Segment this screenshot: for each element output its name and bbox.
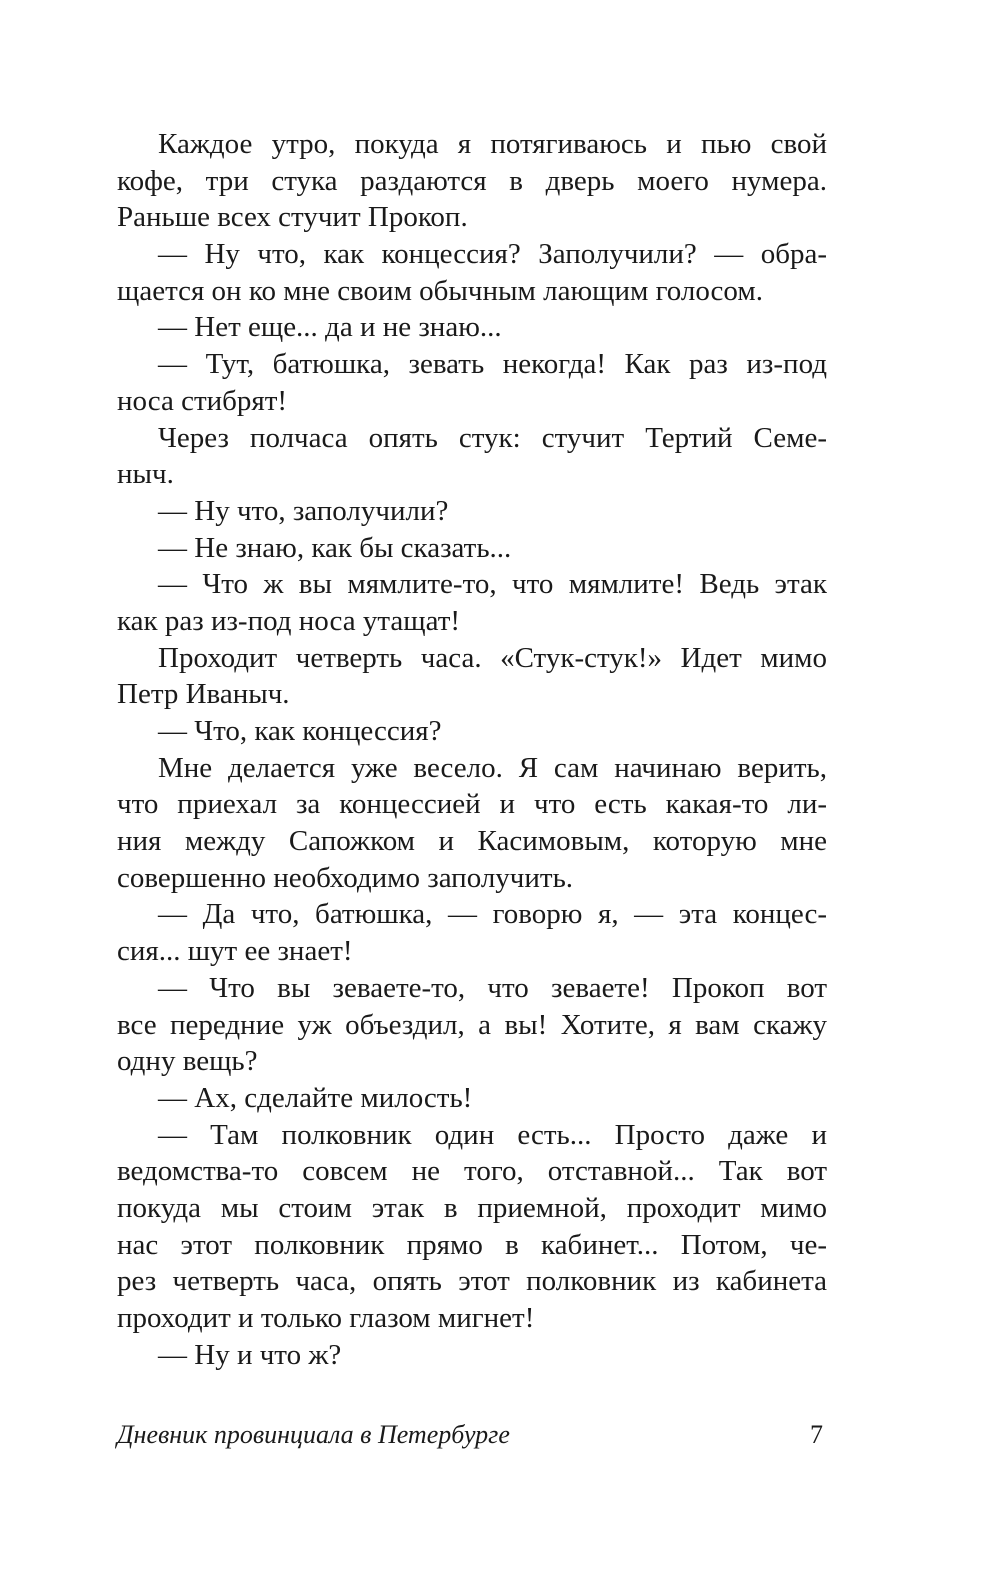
text-line: — Нет еще... да и не знаю... (158, 311, 502, 344)
text-line: ныч. (117, 458, 174, 491)
text-line: носа стибрят! (117, 384, 288, 417)
text-line: щается он ко мне своим обычным лающим голосом. (117, 274, 763, 307)
text-line: нас этот полковник прямо в кабинет... Потом, че- (117, 1228, 827, 1261)
text-line: Каждое утро, покуда я потягиваюсь и пью свой (158, 128, 827, 160)
text-line: ния между Сапожком и Касимовым, которую мне (117, 825, 827, 858)
text-line: все передние уж объездил, а вы! Хотите, я вам скажу (117, 1008, 827, 1041)
text-line: Раньше всех стучит Прокоп. (117, 201, 468, 234)
text-line: — Ну и что ж? (158, 1338, 342, 1371)
text-line: — Да что, батюшка, — говорю я, — эта концес- (158, 898, 827, 931)
text-line: Проходит четверть часа. «Стук-стук!» Идет мимо (158, 641, 827, 674)
text-line: рез четверть часа, опять этот полковник из кабинета (117, 1265, 827, 1298)
text-line: — Тут, батюшка, зевать некогда! Как раз из-под (158, 348, 827, 381)
text-line: Петр Иваныч. (117, 678, 290, 711)
text-line: ведомства-то совсем не того, отставной... Так вот (117, 1155, 827, 1188)
text-line: — Не знаю, как бы сказать... (158, 531, 512, 564)
text-line: покуда мы стоим этак в приемной, проходит мимо (117, 1191, 827, 1224)
text-line: — Ну что, как концессия? Заполучили? — обра- (158, 238, 827, 271)
text-line: — Что ж вы мямлите-то, что мямлите! Ведь этак (158, 568, 827, 601)
page-footer (117, 1418, 827, 1452)
page-number: 7 (810, 1420, 823, 1449)
text-line: — Что вы зеваете-то, что зеваете! Прокоп вот (158, 971, 827, 1004)
text-line: совершенно необходимо заполучить. (117, 861, 574, 894)
text-line: — Там полковник один есть... Просто даже и (158, 1118, 827, 1151)
running-title: Дневник провинциала в Петербурге (117, 1420, 510, 1449)
text-line: — Что, как концессия? (158, 715, 442, 747)
text-line: — Ах, сделайте милость! (158, 1081, 473, 1114)
body-text (117, 126, 827, 1373)
text-line: Через полчаса опять стук: стучит Тертий Семе- (158, 421, 827, 454)
text-line: сия... шут ее знает! (117, 935, 353, 968)
text-line: одну вещь? (117, 1045, 258, 1078)
text-line: проходит и только глазом мигнет! (117, 1302, 535, 1334)
text-line: Мне делается уже весело. Я сам начинаю верить, (158, 751, 827, 784)
text-line: — Ну что, заполучили? (158, 494, 449, 527)
text-line: как раз из-под носа утащат! (117, 604, 461, 637)
text-line: что приехал за концессией и что есть какая-то ли- (117, 788, 827, 821)
text-line: кофе, три стука раздаются в дверь моего нумера. (117, 164, 827, 197)
